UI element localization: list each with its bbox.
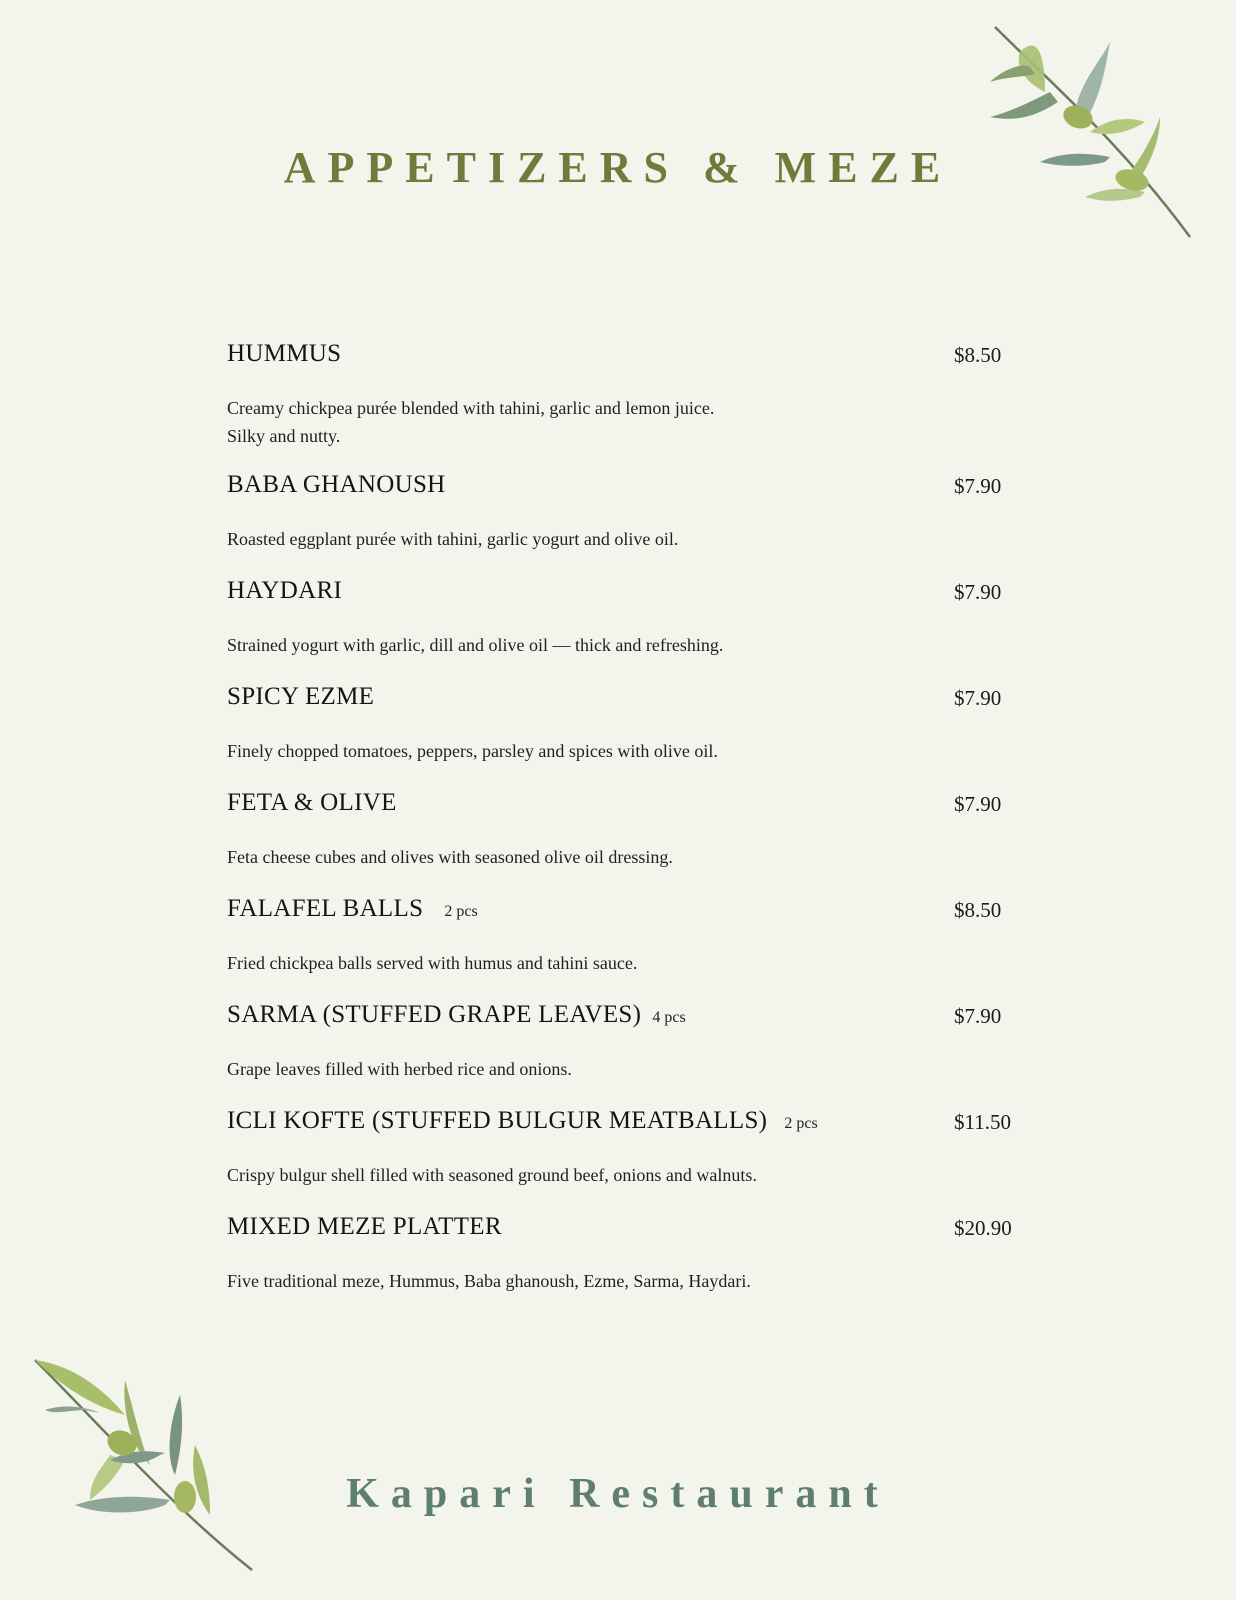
menu-list — [227, 340, 1027, 1319]
item-name: MIXED MEZE PLATTER — [227, 1213, 502, 1240]
menu-item — [227, 340, 1027, 471]
olive-branch-icon — [990, 22, 1220, 252]
item-quantity: 4 pcs — [652, 1009, 686, 1026]
item-description: Feta cheese cubes and olives with seasoned olive oil dressing. — [227, 847, 673, 867]
item-name: HUMMUS — [227, 340, 342, 367]
item-price: $7.90 — [954, 1004, 1002, 1028]
item-price: $7.90 — [954, 686, 1002, 710]
menu-item — [227, 895, 1027, 1001]
item-price: $11.50 — [954, 1110, 1011, 1134]
item-name: SPICY EZME — [227, 683, 375, 710]
item-price: $8.50 — [954, 343, 1002, 367]
item-price: $7.90 — [954, 474, 1002, 498]
item-description: Finely chopped tomatoes, peppers, parsley and spices with olive oil. — [227, 741, 718, 761]
item-name: FETA & OLIVE — [227, 789, 397, 816]
page-title: APPETIZERS & MEZE — [283, 143, 953, 192]
item-name: SARMA (STUFFED GRAPE LEAVES) — [227, 1001, 642, 1028]
item-description: Roasted eggplant purée with tahini, garlic yogurt and olive oil. — [227, 529, 679, 549]
item-price: $8.50 — [954, 898, 1002, 922]
item-description: Grape leaves filled with herbed rice and onions. — [227, 1059, 572, 1079]
menu-item — [227, 789, 1027, 895]
item-name: BABA GHANOUSH — [227, 471, 446, 498]
menu-item — [227, 1107, 1027, 1213]
item-name: FALAFEL BALLS — [227, 895, 424, 922]
item-description: Fried chickpea balls served with humus and tahini sauce. — [227, 953, 638, 973]
menu-item — [227, 1001, 1027, 1107]
item-price: $7.90 — [954, 580, 1002, 604]
item-price: $20.90 — [954, 1216, 1012, 1240]
item-quantity: 2 pcs — [784, 1115, 818, 1132]
menu-item — [227, 1213, 1027, 1319]
menu-item — [227, 683, 1027, 789]
restaurant-name: Kapari Restaurant — [346, 1471, 890, 1517]
item-name: ICLI KOFTE (STUFFED BULGUR MEATBALLS) — [227, 1107, 768, 1134]
item-description: Creamy chickpea purée blended with tahini, garlic and lemon juice. — [227, 398, 715, 418]
item-description: Crispy bulgur shell filled with seasoned ground beef, onions and walnuts. — [227, 1165, 757, 1185]
item-price: $7.90 — [954, 792, 1002, 816]
item-description: Strained yogurt with garlic, dill and olive oil — thick and refreshing. — [227, 635, 724, 655]
item-quantity: 2 pcs — [444, 903, 478, 920]
item-description: Five traditional meze, Hummus, Baba ghanoush, Ezme, Sarma, Haydari. — [227, 1271, 751, 1291]
menu-item — [227, 577, 1027, 683]
item-description: Silky and nutty. — [227, 426, 341, 446]
menu-item — [227, 471, 1027, 577]
item-name: HAYDARI — [227, 577, 343, 604]
